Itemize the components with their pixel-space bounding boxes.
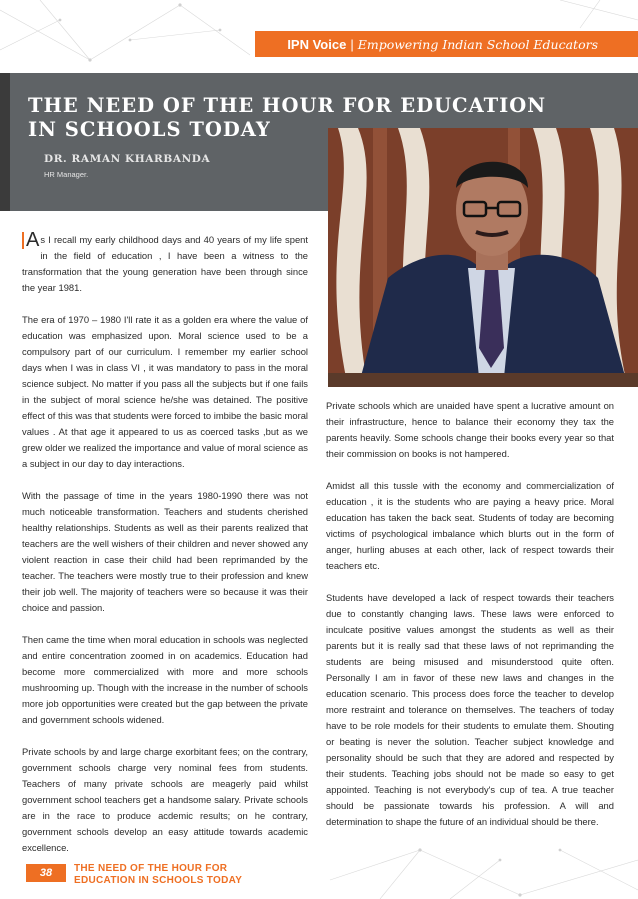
banner-separator: | — [350, 36, 354, 52]
article-paragraph: Students have developed a lack of respect towards their teachers due to constantly changing laws. These laws were enforced to inculcate positive values amongst the students as well as their parents but it is really sad that these laws of not reprimanding the students are being misused and misunderstood quite often. Personally I am in favor of these new laws and changes in the education scenario. This process does force the teacher to develop more restraint and tolerance on themselves. The teachers of today have to be role models for their students to emulate them. Shouting or beating is never the solution. Teacher subject knowledge and personality should be such that they are adored and respected by their students. Teaching jobs should not be made so easy to get appointed. Teaching is not everybody's cup of tea. A true teacher should be passionate towards his profession. A will and determination to shape the future of an individual should be there. — [326, 592, 614, 827]
article-paragraph: Then came the time when moral education in schools was neglected and entire concentration zoomed in on academics. Education had become more commercialized with more and more schools mushrooming up. Though with the increase in the number of schools more job opportunities were created but the gap between the private and government schools widened. — [22, 634, 308, 725]
article-column-right — [326, 398, 614, 846]
author-photo — [328, 128, 638, 387]
article-paragraph: With the passage of time in the years 1980-1990 there was not much noticeable transformation. Teachers and students cherished healthy relationships. Students as well as their parents realized that teachers are the well wishers of their children and never showed any violent reaction in case their child had been reprimanded by the teacher. The teachers were mostly true to their profession and knew their job well. The majority of teachers were so because it was their choice and passion. — [22, 490, 308, 613]
page-number: 38 — [26, 864, 66, 882]
author-name: DR. RAMAN KHARBANDA — [44, 153, 211, 165]
page-footer — [0, 859, 638, 899]
article-paragraph: Amidst all this tussle with the economy and commercialization of education , it is the students who are paying a heavy price. Moral education has taken the back seat. Students of today are becoming victims of psychological imbalance which blurts out in the form of anger, hurling abuses at each other, lack of respect towards their teachers etc. — [326, 480, 614, 571]
footer-title-line-1: THE NEED OF THE HOUR FOR — [74, 863, 228, 874]
article-paragraph: The era of 1970 – 1980 I'll rate it as a golden era where the value of education was emphasized upon. Moral science used to be a compulsory part of our curriculum. I remember my earlier school days when I was in class VI , it was mandatory to pass in the moral science subject. No matter if you pass all the subjects but if one fails in the subject of moral science he/she was detained. The positive effect of this was that students were forced to imbibe the basic moral values . At that age it appeared to us as coerced tasks ,but as we grew older we realized the importance and value of moral science as a subject in our day to day interactions. — [22, 314, 308, 469]
author-role: HR Manager. — [44, 170, 89, 179]
article-title-line-1: THE NEED OF THE HOUR FOR EDUCATION — [28, 94, 547, 117]
drop-cap: A — [22, 232, 39, 249]
paragraph-text: s I recall my early childhood days and 40 years of my life spent in the field of education , I have been a witness to the transformation that the young generation have been through since the year 1981. — [22, 234, 308, 293]
article-title-line-2: IN SCHOOLS TODAY — [28, 118, 271, 141]
publication-name: IPN Voice — [287, 36, 347, 52]
footer-title-line-2: EDUCATION IN SCHOOLS TODAY — [74, 875, 243, 886]
header-accent-bar — [0, 73, 10, 211]
article-paragraph: Private schools which are unaided have spent a lucrative amount on their infrastructure, hence to balance their economy they tax the parents heavily. Some schools change their books every year so that their commission on books is not hampered. — [326, 400, 614, 459]
publication-tagline: Empowering Indian School Educators — [357, 36, 598, 52]
publication-banner — [255, 31, 638, 57]
article-paragraph: Private schools by and large charge exorbitant fees; on the contrary, government schools charge very nominal fees from students. Teachers of many private schools are meagerly paid whilst government school teachers get a handsome salary. Private schools are in the race to produce acdemic results; on he contrary, government schools develop an easy attitude towards academic excellence. — [22, 746, 308, 853]
footer-article-title — [74, 863, 242, 887]
article-paragraph — [22, 229, 308, 296]
article-column-left — [22, 229, 308, 872]
